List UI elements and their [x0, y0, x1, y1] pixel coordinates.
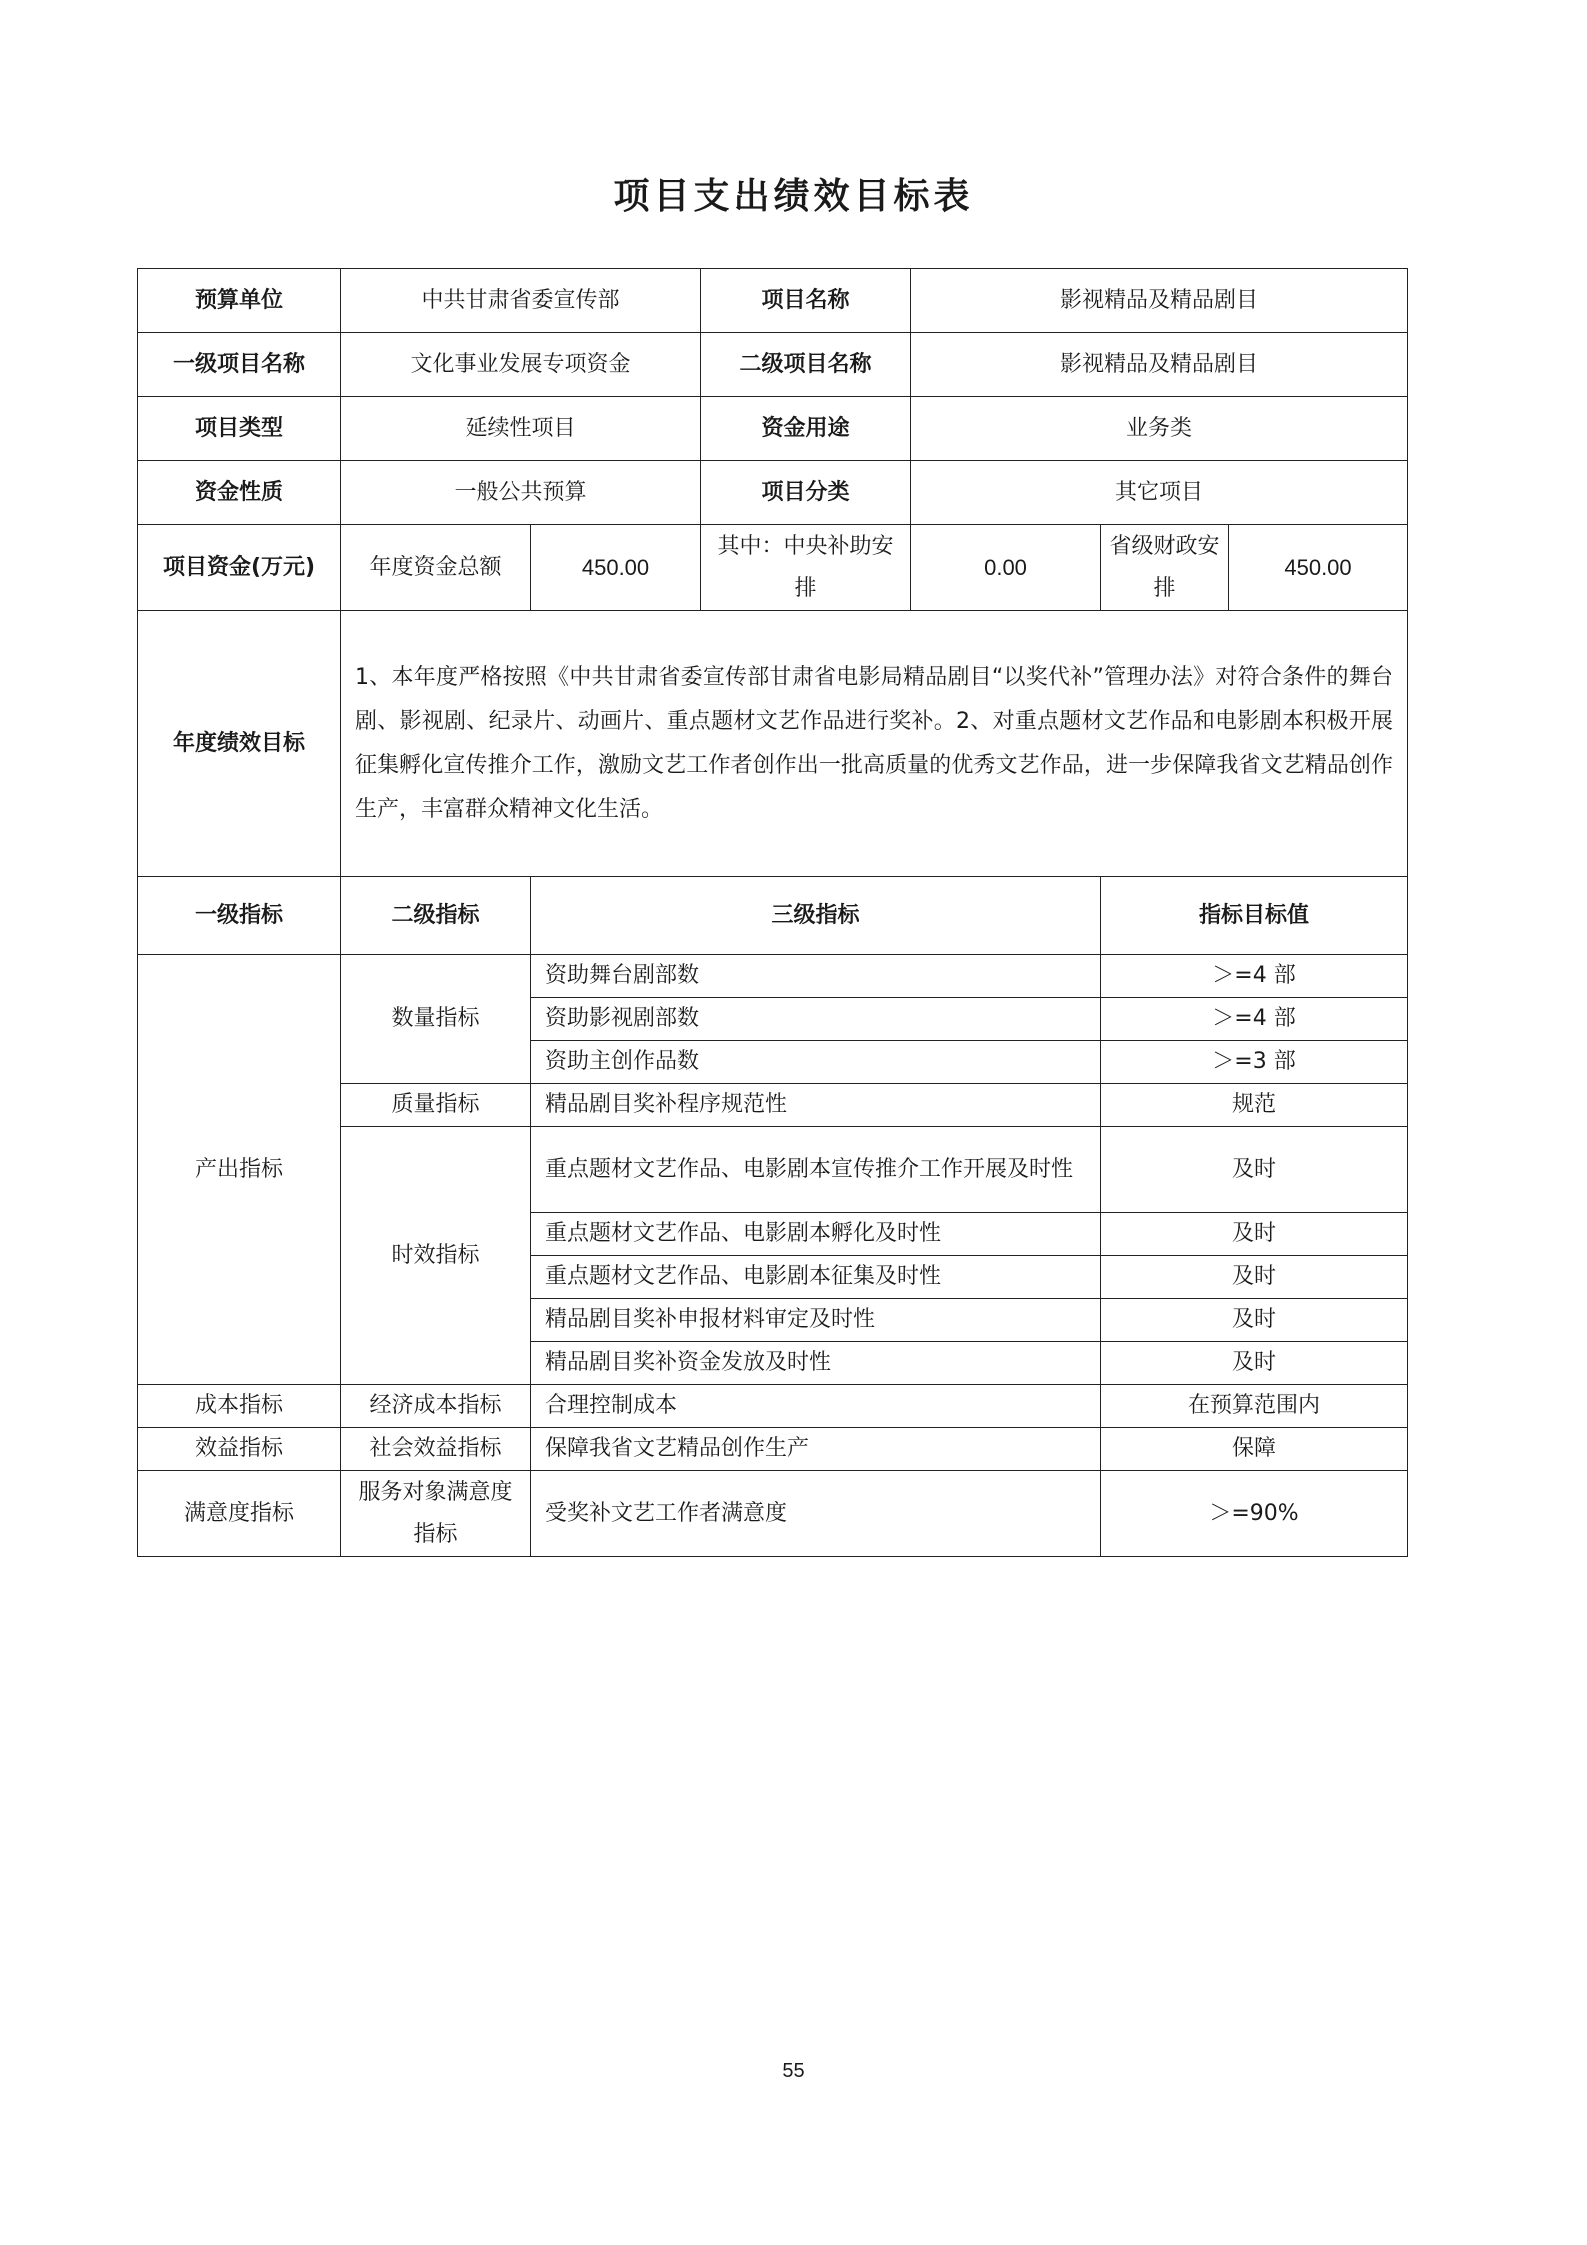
indicator-name: 资助主创作品数 — [531, 1041, 1101, 1084]
table-row — [138, 1385, 1408, 1428]
provincial-finance-label: 省级财政安排 — [1101, 525, 1229, 611]
fund-nature-value: 一般公共预算 — [341, 461, 701, 525]
social-benefit-indicator-label: 社会效益指标 — [341, 1428, 531, 1471]
level1-name-value: 文化事业发展专项资金 — [341, 333, 701, 397]
central-subsidy-label: 其中：中央补助安排 — [701, 525, 911, 611]
indicator-name: 合理控制成本 — [531, 1385, 1101, 1428]
level1-name-label: 一级项目名称 — [138, 333, 341, 397]
project-type-value: 延续性项目 — [341, 397, 701, 461]
header-level2-indicator: 二级指标 — [341, 877, 531, 955]
table-row — [138, 1428, 1408, 1471]
info-row-project-type — [138, 397, 1408, 461]
indicator-target: 及时 — [1101, 1342, 1408, 1385]
level2-name-label: 二级项目名称 — [701, 333, 911, 397]
indicator-target: 保障 — [1101, 1428, 1408, 1471]
annual-total-value: 450.00 — [531, 525, 701, 611]
service-satisfaction-indicator-label: 服务对象满意度指标 — [341, 1471, 531, 1557]
page-title: 项目支出绩效目标表 — [613, 175, 974, 217]
satisfaction-indicator-label: 满意度指标 — [138, 1471, 341, 1557]
indicator-target: 在预算范围内 — [1101, 1385, 1408, 1428]
table-row — [138, 955, 1408, 998]
indicator-name: 精品剧目奖补资金发放及时性 — [531, 1342, 1101, 1385]
indicator-header-row — [138, 877, 1408, 955]
indicator-name: 保障我省文艺精品创作生产 — [531, 1428, 1101, 1471]
output-indicator-label: 产出指标 — [138, 955, 341, 1385]
table-row — [138, 1471, 1408, 1557]
level2-name-value: 影视精品及精品剧目 — [911, 333, 1408, 397]
fund-use-label: 资金用途 — [701, 397, 911, 461]
central-subsidy-value: 0.00 — [911, 525, 1101, 611]
budget-unit-label: 预算单位 — [138, 269, 341, 333]
funds-row — [138, 525, 1408, 611]
annual-goal-text: 1、本年度严格按照《中共甘肃省委宣传部甘肃省电影局精品剧目“以奖代补”管理办法》对符合条件的舞台剧、影视剧、纪录片、动画片、重点题材文艺作品进行奖补。2、对重点题材文艺作品和电影剧本积极开展征集孵化宣传推介工作，激励文艺工作者创作出一批高质量的优秀文艺作品，进一步保障我省文艺精品创作生产，丰富群众精神文化生活。 — [341, 611, 1408, 877]
indicator-name: 重点题材文艺作品、电影剧本宣传推介工作开展及时性 — [531, 1127, 1101, 1213]
project-class-label: 项目分类 — [701, 461, 911, 525]
header-target-value: 指标目标值 — [1101, 877, 1408, 955]
indicator-target: ＞=90% — [1101, 1471, 1408, 1557]
indicator-target: ＞=4 部 — [1101, 955, 1408, 998]
annual-goal-row — [138, 611, 1408, 877]
economic-cost-indicator-label: 经济成本指标 — [341, 1385, 531, 1428]
indicator-name: 受奖补文艺工作者满意度 — [531, 1471, 1101, 1557]
cost-indicator-label: 成本指标 — [138, 1385, 341, 1428]
benefit-indicator-label: 效益指标 — [138, 1428, 341, 1471]
indicator-target: 及时 — [1101, 1213, 1408, 1256]
header-level1-indicator: 一级指标 — [138, 877, 341, 955]
indicator-target: 规范 — [1101, 1084, 1408, 1127]
budget-unit-value: 中共甘肃省委宣传部 — [341, 269, 701, 333]
indicator-name: 重点题材文艺作品、电影剧本孵化及时性 — [531, 1213, 1101, 1256]
indicator-name: 精品剧目奖补程序规范性 — [531, 1084, 1101, 1127]
indicator-target: ＞=3 部 — [1101, 1041, 1408, 1084]
annual-goal-label: 年度绩效目标 — [138, 611, 341, 877]
project-name-label: 项目名称 — [701, 269, 911, 333]
indicator-target: ＞=4 部 — [1101, 998, 1408, 1041]
quality-indicator-label: 质量指标 — [341, 1084, 531, 1127]
indicator-target: 及时 — [1101, 1299, 1408, 1342]
project-type-label: 项目类型 — [138, 397, 341, 461]
indicator-target: 及时 — [1101, 1127, 1408, 1213]
indicator-name: 重点题材文艺作品、电影剧本征集及时性 — [531, 1256, 1101, 1299]
timeliness-indicator-label: 时效指标 — [341, 1127, 531, 1385]
project-class-value: 其它项目 — [911, 461, 1408, 525]
info-row-level1 — [138, 333, 1408, 397]
indicator-name: 精品剧目奖补申报材料审定及时性 — [531, 1299, 1101, 1342]
indicator-name: 资助舞台剧部数 — [531, 955, 1101, 998]
project-name-value: 影视精品及精品剧目 — [911, 269, 1408, 333]
indicator-target: 及时 — [1101, 1256, 1408, 1299]
fund-nature-label: 资金性质 — [138, 461, 341, 525]
info-row-budget-unit — [138, 269, 1408, 333]
provincial-finance-value: 450.00 — [1229, 525, 1408, 611]
quantity-indicator-label: 数量指标 — [341, 955, 531, 1084]
indicator-name: 资助影视剧部数 — [531, 998, 1101, 1041]
fund-use-value: 业务类 — [911, 397, 1408, 461]
info-row-fund-nature — [138, 461, 1408, 525]
funds-label: 项目资金(万元) — [138, 525, 341, 611]
page-number: 55 — [782, 2060, 805, 2082]
performance-goal-table — [137, 268, 1408, 1557]
annual-total-label: 年度资金总额 — [341, 525, 531, 611]
header-level3-indicator: 三级指标 — [531, 877, 1101, 955]
